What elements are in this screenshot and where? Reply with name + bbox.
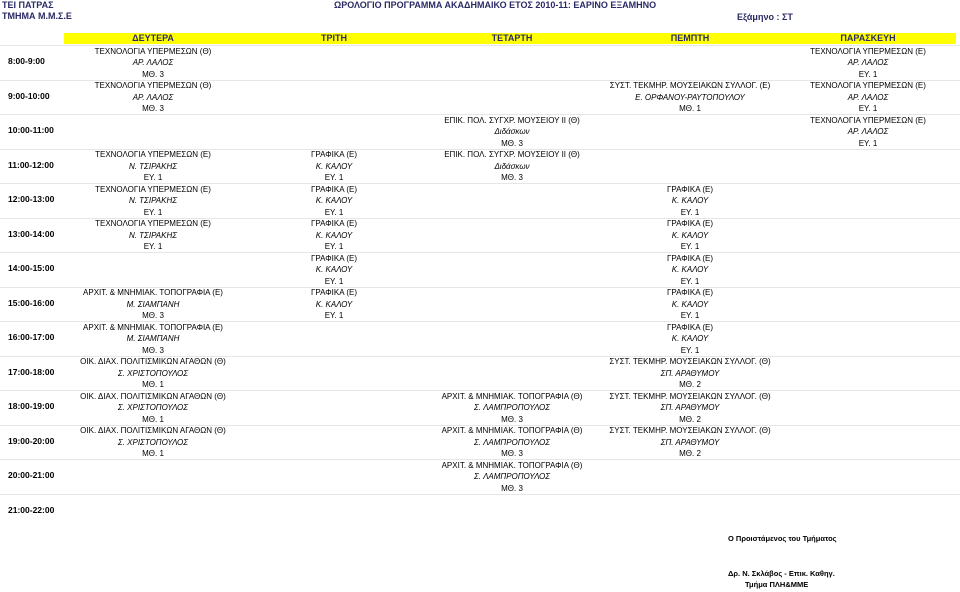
signer-name: Δρ. Ν. Σκλάβος - Επικ. Καθηγ. [728, 569, 835, 578]
room-label: ΜΘ. 3 [142, 69, 164, 79]
course-name: ΤΕΧΝΟΛΟΓΙΑ ΥΠΕΡΜΕΣΩΝ (Ε) [810, 115, 926, 125]
room-label: ΜΘ. 2 [679, 414, 701, 424]
day-header-3: ΠΕΜΠΤΗ [670, 33, 710, 43]
schedule-cell [64, 425, 242, 460]
teacher-name: Σ. ΧΡΙΣΤΟΠΟΥΛΟΣ [117, 368, 189, 378]
time-label: 18:00-19:00 [8, 401, 55, 411]
course-name: ΓΡΑΦΙΚΑ (Ε) [667, 253, 713, 263]
room-label: ΕΥ. 1 [680, 207, 700, 217]
room-label: ΕΥ. 1 [324, 242, 344, 251]
schedule-cell [601, 391, 779, 426]
time-label: 14:00-15:00 [8, 263, 55, 273]
time-label: 11:00-12:00 [8, 159, 54, 170]
course-name: ΤΕΧΝΟΛΟΓΙΑ ΥΠΕΡΜΕΣΩΝ (Ε) [810, 46, 926, 56]
signer-title: Ο Προιστάμενος του Τμήματος [728, 534, 837, 543]
room-label: ΜΘ. 2 [679, 380, 701, 389]
time-label: 19:00-20:00 [8, 435, 55, 446]
teacher-name: Κ. ΚΑΛΟΥ [315, 265, 353, 274]
teacher-name: ΣΠ. ΑΡΑΘΥΜΟΥ [660, 437, 720, 447]
course-name: ΤΕΧΝΟΛΟΓΙΑ ΥΠΕΡΜΕΣΩΝ (Θ) [94, 46, 212, 56]
day-header-2: ΤΕΤΑΡΤΗ [491, 33, 533, 43]
schedule-cell [601, 253, 779, 288]
schedule-cell [245, 149, 423, 184]
teacher-name: ΑΡ. ΛΑΛΟΣ [132, 58, 174, 67]
course-name: ΓΡΑΦΙΚΑ (Ε) [667, 322, 713, 332]
schedule-cell [601, 184, 779, 219]
course-name: ΣΥΣΤ. ΤΕΚΜΗΡ. ΜΟΥΣΕΙΑΚΩΝ ΣΥΛΛΟΓ. (Θ) [609, 426, 771, 435]
teacher-name: Σ. ΛΑΜΠΡΟΠΟΥΛΟΣ [473, 437, 551, 447]
room-label: ΜΘ. 3 [501, 138, 523, 148]
schedule-cell [779, 46, 957, 81]
teacher-name: Σ. ΧΡΙΣΤΟΠΟΥΛΟΣ [117, 403, 189, 412]
schedule-cell [64, 184, 242, 219]
schedule-cell [601, 322, 779, 357]
teacher-name: Κ. ΚΑΛΟΥ [671, 196, 709, 205]
course-name: ΓΡΑΦΙΚΑ (Ε) [667, 184, 713, 194]
time-label: 16:00-17:00 [8, 332, 55, 342]
teacher-name: Κ. ΚΑΛΟΥ [315, 299, 353, 309]
time-label: 17:00-18:00 [8, 366, 55, 377]
course-name: ΓΡΑΦΙΚΑ (Ε) [667, 219, 713, 228]
teacher-name: Κ. ΚΑΛΟΥ [315, 196, 353, 205]
course-name: ΑΡΧΙΤ. & ΜΝΗΜΙΑΚ. ΤΟΠΟΓΡΑΦΙΑ (Θ) [441, 426, 583, 435]
course-name: ΟΙΚ. ΔΙΑΧ. ΠΟΛΙΤΙΣΜΙΚΩΝ ΑΓΑΘΩΝ (Θ) [80, 357, 226, 366]
time-label: 13:00-14:00 [8, 228, 55, 239]
course-name: ΤΕΧΝΟΛΟΓΙΑ ΥΠΕΡΜΕΣΩΝ (Θ) [94, 81, 212, 90]
room-label: ΜΘ. 3 [501, 414, 523, 424]
schedule-cell [64, 80, 242, 115]
schedule-cell [601, 356, 779, 391]
course-name: ΕΠΙΚ. ΠΟΛ. ΣΥΓΧΡ. ΜΟΥΣΕΙΟΥ ΙΙ (Θ) [444, 115, 580, 125]
room-label: ΜΘ. 2 [679, 449, 701, 458]
teacher-name: ΑΡ. ΛΑΛΟΣ [847, 127, 889, 136]
room-label: ΕΥ. 1 [680, 311, 700, 320]
teacher-name: ΣΠ. ΑΡΑΘΥΜΟΥ [660, 368, 720, 378]
department-title: ΤΜΗΜΑ Μ.Μ.Σ.Ε [2, 11, 72, 21]
room-label: ΕΥ. 1 [858, 138, 878, 148]
teacher-name: Σ. ΛΑΜΠΡΟΠΟΥΛΟΣ [473, 472, 551, 481]
room-label: ΕΥ. 1 [680, 345, 700, 355]
schedule-cell [779, 80, 957, 115]
schedule-title: ΩΡΟΛΟΓΙΟ ΠΡΟΓΡΑΜΜΑ ΑΚΑΔΗΜΑΙΚΟ ΕΤΟΣ 2010-11: ΕΑΡΙΝΟ ΕΞΑΜΗΝΟ [334, 0, 657, 10]
course-name: ΤΕΧΝΟΛΟΓΙΑ ΥΠΕΡΜΕΣΩΝ (Ε) [810, 81, 926, 90]
teacher-name: Κ. ΚΑΛΟΥ [315, 230, 353, 240]
room-label: ΕΥ. 1 [143, 207, 163, 217]
schedule-cell [245, 184, 423, 219]
room-label: ΕΥ. 1 [858, 69, 878, 79]
schedule-cell [423, 391, 601, 426]
room-label: ΜΘ. 1 [679, 104, 701, 113]
course-name: ΑΡΧΙΤ. & ΜΝΗΜΙΑΚ. ΤΟΠΟΓΡΑΦΙΑ (Ε) [83, 288, 223, 297]
room-label: ΜΘ. 3 [501, 173, 523, 182]
semester-label: Εξάμηνο : ΣΤ [737, 12, 793, 22]
schedule-cell [245, 253, 423, 288]
room-label: ΜΘ. 3 [142, 345, 164, 355]
schedule-cell [423, 460, 601, 495]
room-label: ΕΥ. 1 [324, 207, 344, 217]
course-name: ΣΥΣΤ. ΤΕΚΜΗΡ. ΜΟΥΣΕΙΑΚΩΝ ΣΥΛΛΟΓ. (Θ) [609, 357, 771, 366]
schedule-cell [64, 46, 242, 81]
schedule-cell [64, 287, 242, 322]
teacher-name: ΑΡ. ΛΑΛΟΣ [847, 92, 889, 102]
course-name: ΤΕΧΝΟΛΟΓΙΑ ΥΠΕΡΜΕΣΩΝ (Ε) [95, 184, 211, 194]
teacher-name: Ν. ΤΣΙΡΑΚΗΣ [128, 161, 178, 171]
slot-divider [0, 252, 960, 253]
schedule-cell [245, 287, 423, 322]
course-name: ΓΡΑΦΙΚΑ (Ε) [311, 253, 357, 263]
room-label: ΕΥ. 1 [680, 276, 700, 286]
teacher-name: Σ. ΛΑΜΠΡΟΠΟΥΛΟΣ [473, 403, 551, 412]
slot-divider [0, 494, 960, 495]
schedule-cell [64, 356, 242, 391]
schedule-cell [779, 115, 957, 150]
signer-department: Τμήμα ΠΛΗ&ΜΜΕ [745, 580, 809, 589]
room-label: ΕΥ. 1 [324, 276, 344, 286]
room-label: ΕΥ. 1 [143, 173, 163, 182]
day-header-1: ΤΡΙΤΗ [321, 33, 347, 43]
course-name: ΤΕΧΝΟΛΟΓΙΑ ΥΠΕΡΜΕΣΩΝ (Ε) [95, 219, 211, 228]
time-label: 9:00-10:00 [8, 90, 50, 101]
schedule-cell [423, 115, 601, 150]
room-label: ΕΥ. 1 [143, 242, 163, 251]
schedule-cell [245, 218, 423, 253]
teacher-name: ΣΠ. ΑΡΑΘΥΜΟΥ [660, 403, 720, 412]
time-label: 8:00-9:00 [8, 56, 45, 66]
schedule-cell [64, 149, 242, 184]
teacher-name: Διδάσκων [494, 161, 530, 171]
room-label: ΜΘ. 3 [142, 311, 164, 320]
course-name: ΓΡΑΦΙΚΑ (Ε) [311, 219, 357, 228]
teacher-name: Ν. ΤΣΙΡΑΚΗΣ [128, 196, 178, 205]
time-label: 12:00-13:00 [8, 194, 55, 204]
course-name: ΑΡΧΙΤ. & ΜΝΗΜΙΑΚ. ΤΟΠΟΓΡΑΦΙΑ (Θ) [441, 391, 583, 401]
schedule-cell [601, 425, 779, 460]
time-label: 10:00-11:00 [8, 125, 54, 135]
room-label: ΜΘ. 3 [501, 483, 523, 493]
room-label: ΜΘ. 3 [142, 104, 164, 113]
course-name: ΓΡΑΦΙΚΑ (Ε) [311, 184, 357, 194]
room-label: ΜΘ. 3 [501, 449, 523, 458]
course-name: ΓΡΑΦΙΚΑ (Ε) [311, 288, 357, 297]
schedule-cell [601, 287, 779, 322]
time-label: 21:00-22:00 [8, 504, 55, 515]
course-name: ΑΡΧΙΤ. & ΜΝΗΜΙΑΚ. ΤΟΠΟΓΡΑΦΙΑ (Ε) [83, 322, 223, 332]
teacher-name: Κ. ΚΑΛΟΥ [671, 334, 709, 343]
room-label: ΕΥ. 1 [680, 242, 700, 251]
day-header-0: ΔΕΥΤΕΡΑ [132, 33, 174, 43]
teacher-name: Κ. ΚΑΛΟΥ [671, 230, 709, 240]
course-name: ΕΠΙΚ. ΠΟΛ. ΣΥΓΧΡ. ΜΟΥΣΕΙΟΥ ΙΙ (Θ) [444, 150, 580, 159]
course-name: ΣΥΣΤ. ΤΕΚΜΗΡ. ΜΟΥΣΕΙΑΚΩΝ ΣΥΛΛΟΓ. (Θ) [609, 391, 771, 401]
teacher-name: Ε. ΟΡΦΑΝΟΥ-ΡΑΥΤΟΠΟΥΛΟΥ [635, 92, 745, 102]
room-label: ΕΥ. 1 [324, 173, 344, 182]
teacher-name: ΑΡ. ΛΑΛΟΣ [847, 58, 889, 67]
teacher-name: Μ. ΣΙΑΜΠΑΝΗ [126, 299, 180, 309]
schedule-cell [423, 425, 601, 460]
time-label: 15:00-16:00 [8, 297, 55, 308]
schedule-cell [601, 80, 779, 115]
room-label: ΕΥ. 1 [324, 311, 344, 320]
teacher-name: ΑΡ. ΛΑΛΟΣ [132, 92, 174, 102]
room-label: ΜΘ. 1 [142, 380, 164, 389]
teacher-name: Κ. ΚΑΛΟΥ [671, 299, 709, 309]
course-name: ΑΡΧΙΤ. & ΜΝΗΜΙΑΚ. ΤΟΠΟΓΡΑΦΙΑ (Θ) [441, 460, 583, 470]
schedule-cell [64, 218, 242, 253]
course-name: ΣΥΣΤ. ΤΕΚΜΗΡ. ΜΟΥΣΕΙΑΚΩΝ ΣΥΛΛΟΓ. (Ε) [609, 81, 771, 90]
teacher-name: Διδάσκων [494, 127, 530, 136]
room-label: ΜΘ. 1 [142, 449, 164, 458]
course-name: ΓΡΑΦΙΚΑ (Ε) [311, 150, 357, 159]
teacher-name: Μ. ΣΙΑΜΠΑΝΗ [126, 334, 180, 343]
day-header-row [64, 33, 956, 44]
course-name: ΟΙΚ. ΔΙΑΧ. ΠΟΛΙΤΙΣΜΙΚΩΝ ΑΓΑΘΩΝ (Θ) [80, 391, 226, 401]
teacher-name: Κ. ΚΑΛΟΥ [671, 265, 709, 274]
room-label: ΕΥ. 1 [858, 104, 878, 113]
schedule-cell [423, 149, 601, 184]
schedule-cell [601, 218, 779, 253]
course-name: ΤΕΧΝΟΛΟΓΙΑ ΥΠΕΡΜΕΣΩΝ (Ε) [95, 150, 211, 159]
teacher-name: Σ. ΧΡΙΣΤΟΠΟΥΛΟΣ [117, 437, 189, 447]
course-name: ΟΙΚ. ΔΙΑΧ. ΠΟΛΙΤΙΣΜΙΚΩΝ ΑΓΑΘΩΝ (Θ) [80, 426, 226, 435]
time-label: 20:00-21:00 [8, 470, 55, 480]
day-header-4: ΠΑΡΑΣΚΕΥΗ [840, 33, 896, 43]
course-name: ΓΡΑΦΙΚΑ (Ε) [667, 288, 713, 297]
schedule-cell [64, 322, 242, 357]
room-label: ΜΘ. 1 [142, 414, 164, 424]
teacher-name: Ν. ΤΣΙΡΑΚΗΣ [128, 230, 178, 240]
institution-title: ΤΕΙ ΠΑΤΡΑΣ [2, 0, 54, 10]
schedule-cell [64, 391, 242, 426]
teacher-name: Κ. ΚΑΛΟΥ [315, 161, 353, 171]
